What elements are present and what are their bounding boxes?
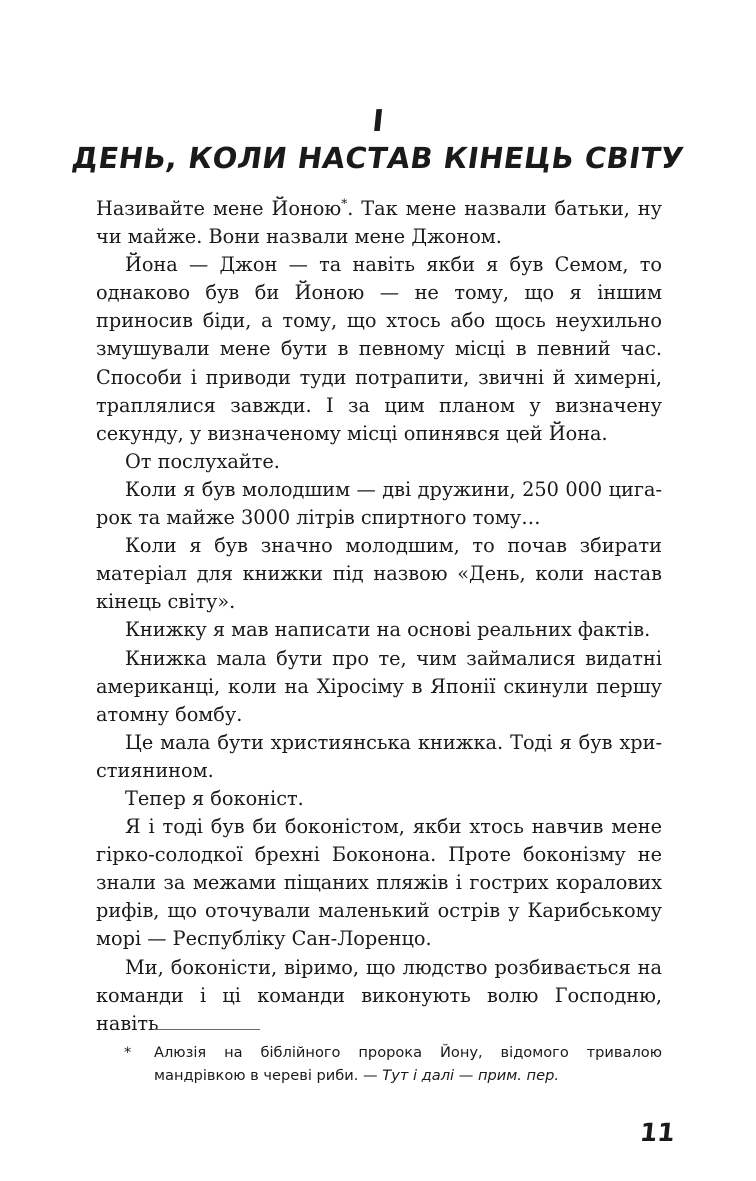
footnote-symbol: * [124,1044,132,1061]
paragraph-2: Йона — Джон — та навіть якби я був Семом, то однаково був би Йоною — не тому, що я іншим приносив біди, а тому, що хтось або щось неухильно змушували мене бути в певному місці в певний час. Способи і приводи туди потрапити, звичні й химерні, траплялися завжди. І за цим планом у визначену секунду, у визначеному місці опинявся цей Йона. [96,253,662,445]
chapter-number: I [370,104,386,139]
footnote-divider [153,1029,260,1030]
paragraph-9: Тепер я боконіст. [125,786,304,810]
footnote-attribution: Тут і далі — прим. пер. [382,1067,559,1084]
paragraph-1-start: Називайте мене Йоною [96,197,342,220]
footnote-body [154,1041,662,1087]
body-text [96,195,662,1038]
footnote [124,1041,662,1087]
paragraph-3: От послухайте. [125,449,280,473]
footnote-reference[interactable]: * [341,196,348,211]
paragraph-1-rest: . Так мене назвали батьки, ну чи майже. Вони назвали мене Джоном. [96,197,662,249]
page-number: 11 [638,1118,677,1147]
paragraph-6: Книжку я мав написати на основі реальних фактів. [125,618,651,642]
paragraph-7: Книжка мала бути про те, чим займалися видатні американці, коли на Хіросіму в Японії скинули першу атомну бомбу. [96,646,662,726]
chapter-title: ДЕНЬ, КОЛИ НАСТАВ КІНЕЦЬ СВІТУ [69,141,687,175]
paragraph-11: Ми, боконісти, віримо, що людство розбивається на команди і ці команди виконують волю Господню, навіть [96,955,662,1035]
paragraph-4: Коли я був молодшим — дві дружини, 250 000 цигарок та майже 3000 літрів спиртного тому… [96,477,662,530]
paragraph-8: Це мала бути християнська книжка. Тоді я був християнином. [96,730,662,782]
footnote-text: Алюзія на біблійного пророка Йону, відомого тривалою мандрівкою в череві риби. — [154,1044,662,1084]
paragraph-10: Я і тоді був би боконістом, якби хтось навчив мене гірко-солодкої брехні Боконона. Проте боконізму не знали за межами піщаних пляжів і гострих коралових рифів, що оточували маленький острів у Карибському морі — Республіку Сан-Лоренцо. [96,815,662,951]
paragraph-1 [96,195,662,251]
paragraph-5: Коли я був значно молодшим, то почав збирати матеріал для книжки під назвою «День, коли настав кінець світу». [96,534,662,614]
